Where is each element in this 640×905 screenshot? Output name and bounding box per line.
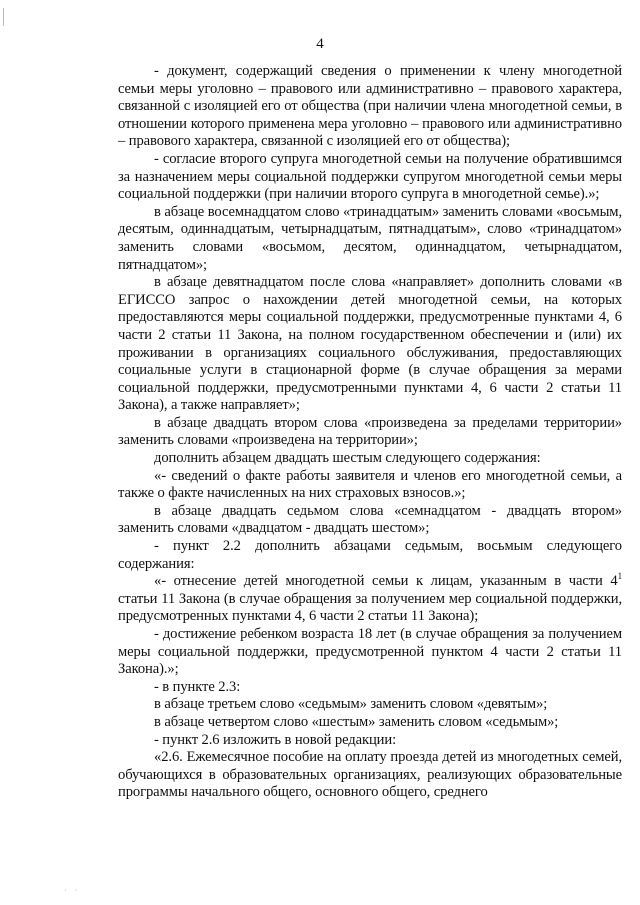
paragraph: в абзаце девятнадцатом после слова «направляет» дополнить словами «в ЕГИССО запрос о нахождении детей многодетной семьи, на которых предоставляются меры социальной поддержки, предусмотренные пунктами 4, 6 части 2 статьи 11 Закона, на полном государственном обеспечении и (или) их проживании в организациях социального обслуживания, предоставляющих социальные услуги в стационарной форме (в случае обращения за мерами социальной поддержки, предусмотренными пунктами 4, 6 части 2 статьи 11 Закона), а также направляет»; <box>118 274 622 414</box>
paragraph: - согласие второго супруга многодетной семьи на получение обратившимся за назначением меры социальной поддержки супругом многодетной семьи меры социальной поддержки (при наличии второго супруга в многодетной семье).»; <box>118 150 622 203</box>
paragraph: дополнить абзацем двадцать шестым следующего содержания: <box>154 450 541 467</box>
paragraph-text: статьи 11 Закона (в случае обращения за получением мер социальной поддержки, предусмотренных пунктами 4, 6 части 2 статьи 11 Закона); <box>118 590 622 625</box>
paragraph: - документ, содержащий сведения о применении к члену многодетной семьи меры уголовно – правового или административно – правового характера, связанной с изоляцией его от общества (при наличии члена многодетной семьи, в отношении которого применена мера уголовно – правового или административно – правового характера, связанной с изоляцией его от общества); <box>118 63 622 150</box>
paragraph <box>118 573 622 626</box>
paragraph: «2.6. Ежемесячное пособие на оплату проезда детей из многодетных семей, обучающихся в образовательных организациях, реализующих образовательные программы начального общего, основного общего, среднего <box>118 749 622 801</box>
paragraph: - пункт 2.2 дополнить абзацами седьмым, восьмым следующего содержания: <box>118 538 622 572</box>
paragraph: - в пункте 2.3: <box>154 678 241 695</box>
paragraph: - пункт 2.6 изложить в новой редакции: <box>154 731 397 748</box>
paragraph: в абзаце двадцать седьмом слова «семнадцатом - двадцать втором» заменить словами «двадцатом - двадцать шестом»; <box>118 502 622 537</box>
superscript: 1 <box>617 571 622 582</box>
paragraph-text: «- отнесение детей многодетной семьи к лицам, указанным в части 4 <box>154 573 618 590</box>
paragraph: в абзаце четвертом слово «шестым» заменить словом «седьмым»; <box>154 713 559 730</box>
scan-artifact: · · <box>64 886 81 895</box>
page-number: 4 <box>316 36 324 52</box>
paragraph: «- сведений о факте работы заявителя и членов его многодетной семьи, а также о факте начисленных на них страховых взносов.»; <box>118 467 622 502</box>
paragraph: в абзаце третьем слово «седьмым» заменить словом «девятым»; <box>154 696 548 713</box>
paragraph: - достижение ребенком возраста 18 лет (в случае обращения за получением меры социальной поддержки, предусмотренной пунктом 4 части 2 статьи 11 Закона).»; <box>118 626 622 678</box>
scan-edge-mark <box>3 8 4 26</box>
document-body <box>118 63 622 802</box>
paragraph: в абзаце двадцать втором слова «произведена за пределами территории» заменить словами «произведена на территории»; <box>118 414 622 449</box>
paragraph: в абзаце восемнадцатом слово «тринадцатым» заменить словами «восьмым, десятым, одиннадцатым, четырнадцатым, пятнадцатым», слово «тринадцатом» заменить словами «восьмом, десятом, одиннадцатом, четырнадцатом, пятнадцатом»; <box>118 203 622 273</box>
